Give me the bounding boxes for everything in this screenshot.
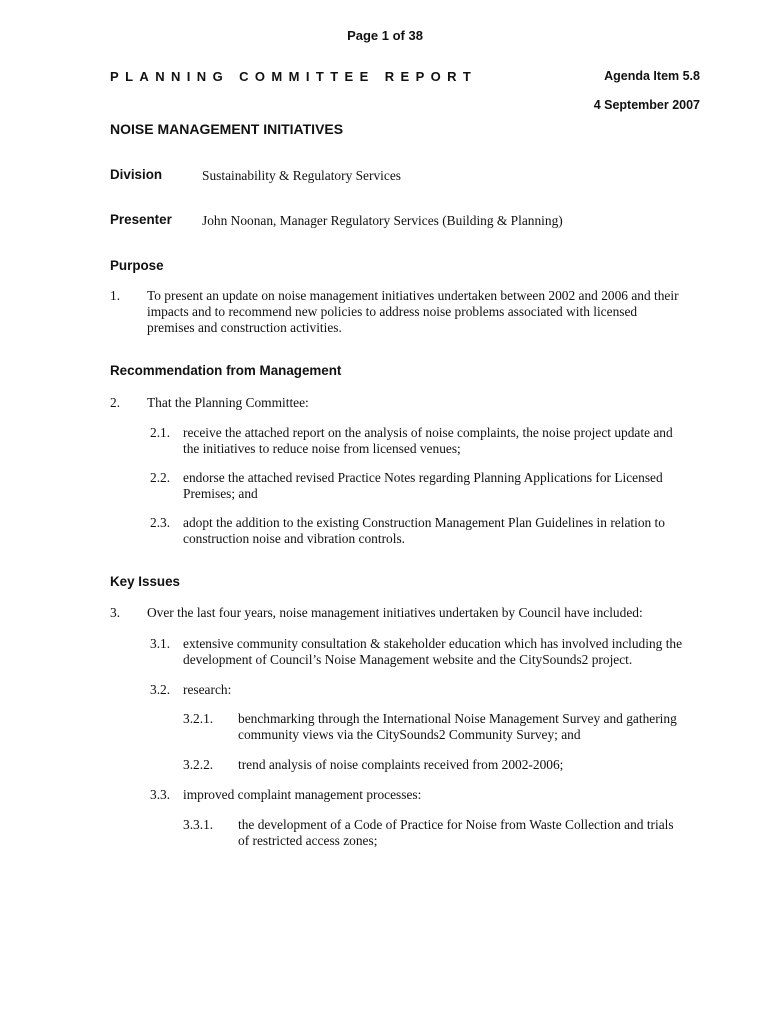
page-number: Page 1 of 38 <box>347 28 423 43</box>
recommendation-heading: Recommendation from Management <box>110 363 342 378</box>
item-number: 3.1. <box>150 636 171 651</box>
purpose-heading: Purpose <box>110 258 164 273</box>
item-line: receive the attached report on the analysis of noise complaints, the noise project update and <box>183 425 673 440</box>
agenda-item: Agenda Item 5.8 <box>604 69 700 83</box>
item-number: 2.1. <box>150 425 171 440</box>
page-title: NOISE MANAGEMENT INITIATIVES <box>110 121 344 137</box>
subitem-number: 3.3.1. <box>183 817 214 832</box>
item-text: research: <box>183 682 232 697</box>
recommendation-number: 2. <box>110 395 121 410</box>
item-line: the initiatives to reduce noise from licensed venues; <box>183 441 461 456</box>
subitem-line: trend analysis of noise complaints received from 2002-2006; <box>238 757 564 772</box>
item-number: 3.2. <box>150 682 171 697</box>
report-date: 4 September 2007 <box>593 98 700 112</box>
item-line: construction noise and vibration controls. <box>183 531 406 546</box>
division-label: Division <box>110 167 163 182</box>
subitem-line: benchmarking through the International Noise Management Survey and gathering <box>238 711 677 726</box>
item-line: endorse the attached revised Practice Notes regarding Planning Applications for Licensed <box>183 470 663 485</box>
item-line: development of Council’s Noise Management website and the CitySounds2 project. <box>183 652 633 667</box>
item-line: extensive community consultation & stakeholder education which has involved including the <box>183 636 683 651</box>
recommendation-intro: That the Planning Committee: <box>147 395 309 410</box>
purpose-number: 1. <box>110 288 121 303</box>
purpose-line: To present an update on noise management initiatives undertaken between 2002 and 2006 and their <box>147 288 679 303</box>
key-issues-number: 3. <box>110 605 121 620</box>
item-number: 3.3. <box>150 787 171 802</box>
subitem-line: community views via the CitySounds2 Community Survey; and <box>238 727 581 742</box>
presenter-value: John Noonan, Manager Regulatory Services (Building & Planning) <box>202 213 563 228</box>
key-issues-intro: Over the last four years, noise management initiatives undertaken by Council have included: <box>147 605 643 620</box>
item-line: adopt the addition to the existing Construction Management Plan Guidelines in relation to <box>183 515 665 530</box>
item-number: 2.3. <box>150 515 171 530</box>
item-number: 2.2. <box>150 470 171 485</box>
purpose-line: premises and construction activities. <box>147 320 342 335</box>
report-title: PLANNING COMMITTEE REPORT <box>110 69 478 84</box>
key-issues-heading: Key Issues <box>110 574 180 589</box>
division-value: Sustainability & Regulatory Services <box>202 168 401 183</box>
subitem-line: the development of a Code of Practice for Noise from Waste Collection and trials <box>238 817 674 832</box>
item-text: improved complaint management processes: <box>183 787 422 802</box>
subitem-number: 3.2.2. <box>183 757 214 772</box>
subitem-number: 3.2.1. <box>183 711 214 726</box>
subitem-line: of restricted access zones; <box>238 833 378 848</box>
purpose-line: impacts and to recommend new policies to address noise problems associated with licensed <box>147 304 638 319</box>
presenter-label: Presenter <box>110 212 172 227</box>
item-line: Premises; and <box>183 486 258 501</box>
